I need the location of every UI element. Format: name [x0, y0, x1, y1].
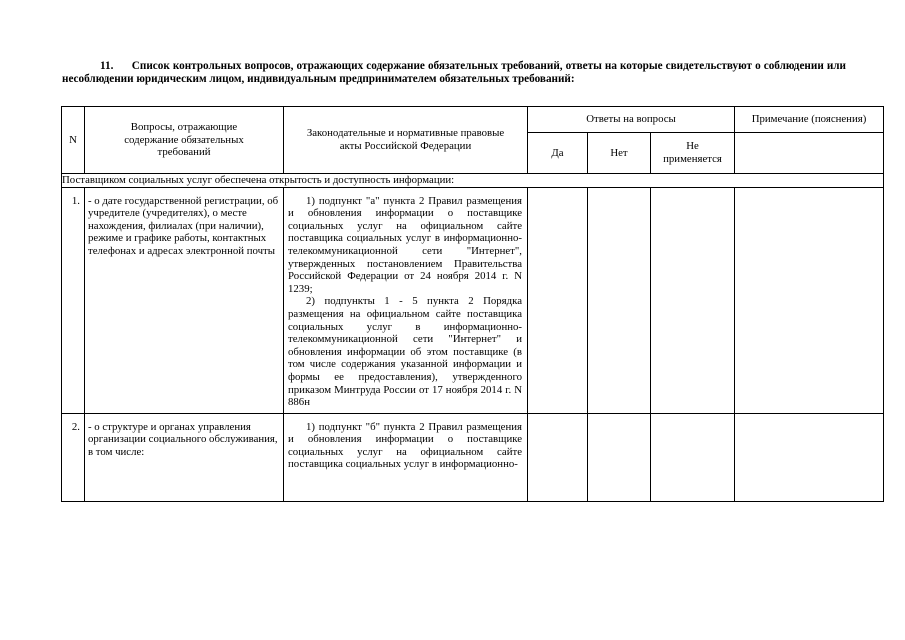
- header-answers: Ответы на вопросы: [528, 107, 735, 133]
- header-note: Примечание (пояснения): [735, 107, 884, 133]
- note-cell: [735, 413, 884, 501]
- checklist-table: [61, 106, 884, 502]
- row-question: - о структуре и органах управления организации социального обслуживания, в том числе:: [85, 413, 284, 501]
- header-n: N: [62, 107, 85, 174]
- section-heading: [62, 60, 846, 86]
- row-number: 2.: [62, 413, 85, 501]
- row-number: 1.: [62, 187, 85, 413]
- act-paragraph: 1) подпункт "б" пункта 2 Правил размещения и обновления информации о поставщике социальных услуг на официальном сайте поставщика социальных услуг в информационно-: [288, 420, 522, 471]
- answer-yes-cell: [528, 413, 588, 501]
- row-question: - о дате государственной регистрации, об учредителе (учредителях), о месте нахождения, филиалах (при наличии), режиме и графике работы, контактных телефонах и адресах электронной почты: [85, 187, 284, 413]
- answer-na-cell: [651, 413, 735, 501]
- answer-no-cell: [588, 413, 651, 501]
- table-row: [62, 187, 884, 413]
- answer-na-cell: [651, 187, 735, 413]
- answer-no-cell: [588, 187, 651, 413]
- table-row: [62, 413, 884, 501]
- header-row-top: [62, 107, 884, 133]
- header-no: Нет: [588, 133, 651, 174]
- section-number: 11.: [100, 60, 114, 72]
- row-acts: [284, 413, 528, 501]
- section-row: [62, 174, 884, 188]
- header-yes: Да: [528, 133, 588, 174]
- row-acts: [284, 187, 528, 413]
- act-paragraph: 1) подпункт "а" пункта 2 Правил размещения и обновления информации о поставщике социальных услуг на официальном сайте поставщика социальных услуг в информационно-телекоммуникационной сети "Интернет", утвержденных постановлением Правительства Российской Федерации от 24 ноября 2014 г. N 1239;: [288, 194, 522, 295]
- section-row-text: Поставщиком социальных услуг обеспечена открытость и доступность информации:: [62, 174, 884, 188]
- header-note-blank: [735, 133, 884, 174]
- act-paragraph: 2) подпункты 1 - 5 пункта 2 Порядка размещения на официальном сайте поставщика социальных услуг в информационно-телекоммуникационной сети "Интернет" и обновления информации об этом поставщике (в том числе содержания указанной информации и формы ее предоставления), утвержденного приказом Минтруда России от 17 ноября 2014 г. N 886н: [288, 295, 522, 409]
- section-title: Список контрольных вопросов, отражающих содержание обязательных требований, ответы на которые свидетельствуют о соблюдении или несоблюдении юридическим лицом, индивидуальным предпринимателем обязательных требований:: [62, 60, 846, 85]
- note-cell: [735, 187, 884, 413]
- answer-yes-cell: [528, 187, 588, 413]
- header-acts: Законодательные и нормативные правовые акты Российской Федерации: [284, 107, 528, 174]
- header-questions: Вопросы, отражающие содержание обязательных требований: [85, 107, 284, 174]
- header-na: Не применяется: [651, 133, 735, 174]
- acts-clip: [288, 421, 522, 501]
